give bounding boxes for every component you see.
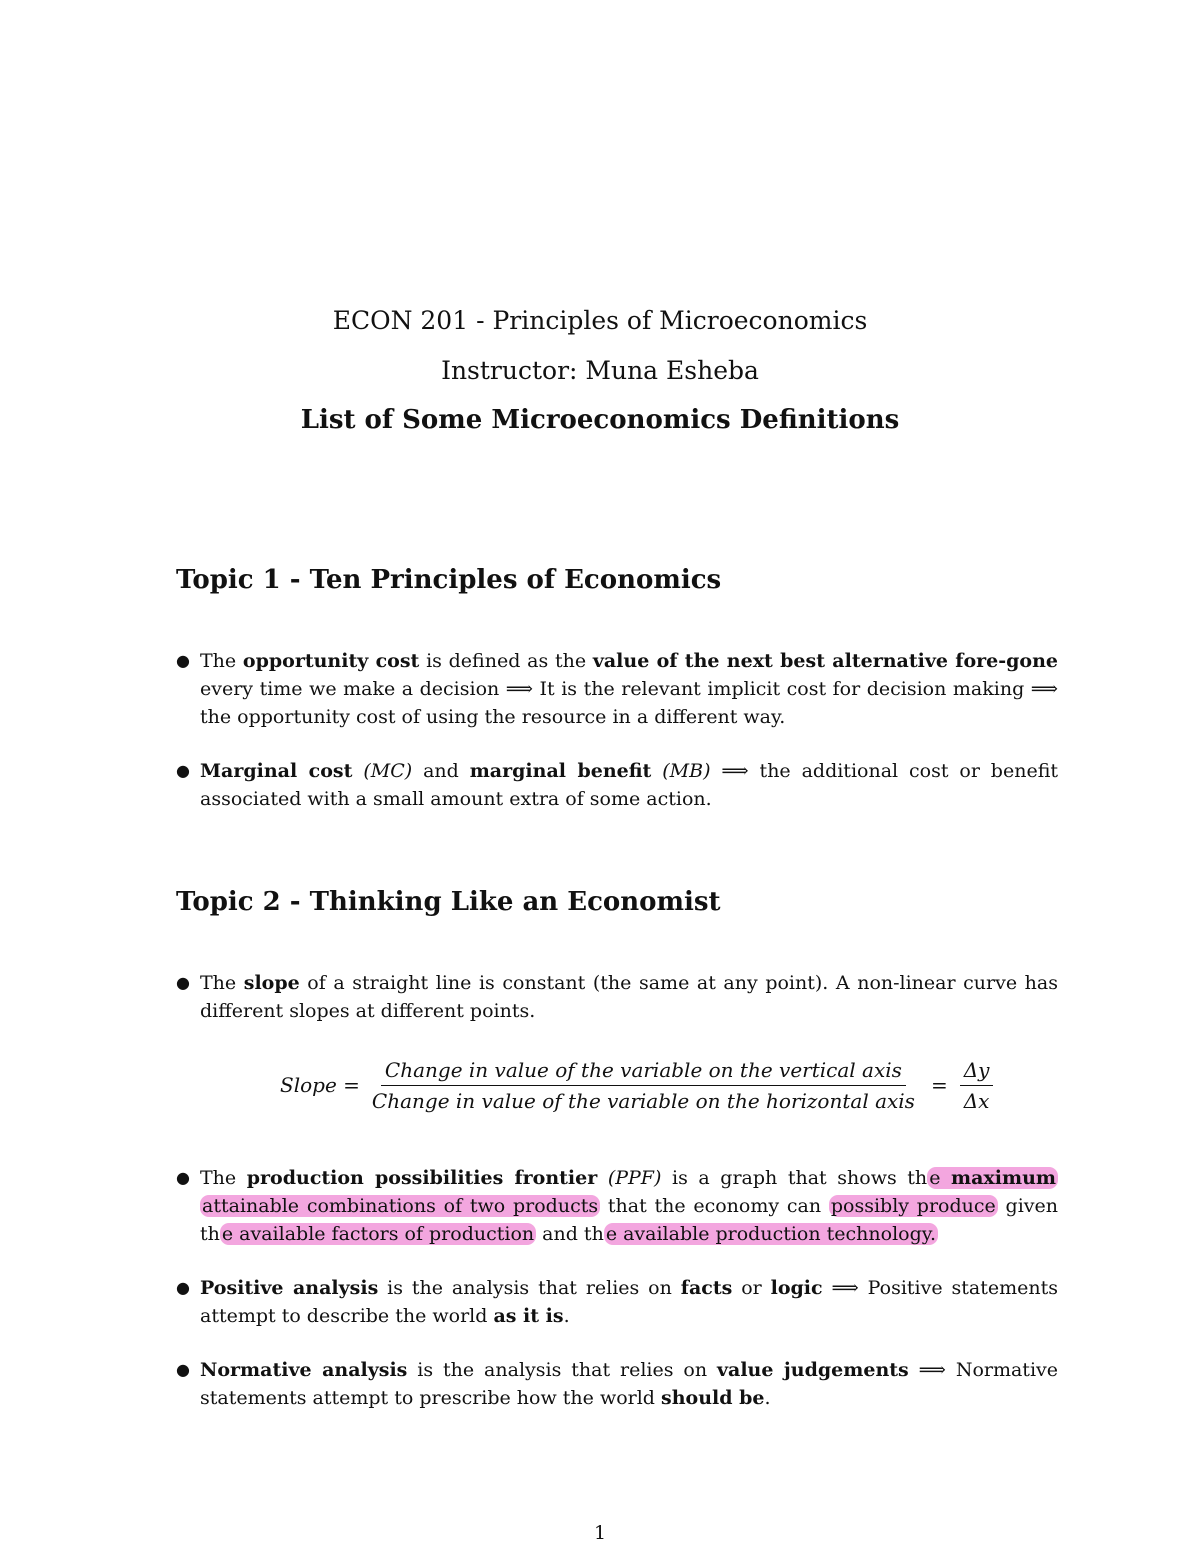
course-title: ECON 201 - Principles of Microeconomics bbox=[332, 306, 868, 335]
highlight-possibly-produce: possibly produce bbox=[830, 1195, 996, 1217]
term-marginal-cost: Marginal cost bbox=[200, 760, 353, 782]
term-positive-analysis: Positive analysis bbox=[200, 1277, 379, 1299]
term-slope: slope bbox=[243, 972, 300, 994]
list-item-ppf: ● The production possibilities frontier (PPF) is a graph that shows th e maximum attainable combinations of two products that the economy can possibly produce given th e available factors of production and th e available production technology. bbox=[176, 1164, 1058, 1248]
term-marginal-benefit: marginal benefit bbox=[469, 760, 652, 782]
list-item-slope: ● The slope of a straight line is constant (the same at any point). A non-linear curve has different slopes at different points. bbox=[176, 969, 1058, 1025]
highlight-technology: e available production technology. bbox=[605, 1223, 937, 1245]
formula-delta-fraction: $\frac{\Delta y}{\Delta x}$ bbox=[960, 1058, 994, 1113]
list-item-positive-analysis: ● Positive analysis is the analysis that relies on facts or logic ⟹ Positive statements attempt to describe the world as it is. bbox=[176, 1274, 1058, 1330]
bullet-icon: ● bbox=[176, 1168, 190, 1187]
bullet-icon: ● bbox=[176, 651, 190, 670]
highlight-factors: e available factors of production bbox=[221, 1223, 535, 1245]
document-title: List of Some Microeconomics Definitions bbox=[300, 405, 900, 435]
list-item-marginal: ● Marginal cost (MC) and marginal benefit (MB) ⟹ the additional cost or benefit associated with a small amount extra of some action. bbox=[176, 757, 1058, 813]
highlight-maximum: e maximum bbox=[929, 1167, 1056, 1189]
instructor-line: Instructor: Muna Esheba bbox=[441, 356, 759, 385]
highlight-combinations: attainable combinations of two products bbox=[202, 1195, 599, 1217]
list-item-opportunity-cost: ● The opportunity cost is defined as the value of the next best alternative fore-gone every time we make a decision ⟹ It is the relevant implicit cost for decision making ⟹ the opportunity cost of using the resource in a different way. bbox=[176, 647, 1058, 731]
slope-formula: Slope = $\frac{\text{Change in value of the variable on the vertical axis}}{\text{Change in value of the variable on the horizontal axis}}$ = $\frac{\Delta y}{\Delta x}$ bbox=[0, 1050, 1200, 1120]
term-normative-analysis: Normative analysis bbox=[200, 1359, 408, 1381]
page-number: 1 bbox=[593, 1522, 607, 1544]
formula-lhs: Slope = bbox=[280, 1073, 360, 1097]
bullet-icon: ● bbox=[176, 1278, 190, 1297]
term-opportunity-cost: opportunity cost bbox=[242, 650, 420, 672]
term-ppf: production possibilities frontier bbox=[246, 1167, 598, 1189]
bullet-icon: ● bbox=[176, 1360, 190, 1379]
formula-fraction: $\frac{\text{Change in value of the variable on the vertical axis}}{\text{Change in value of the variable on the horizontal axis}}$ bbox=[371, 1057, 915, 1113]
bullet-icon: ● bbox=[176, 761, 190, 780]
topic-1-heading: Topic 1 - Ten Principles of Economics bbox=[176, 565, 722, 595]
list-item-normative-analysis: ● Normative analysis is the analysis that relies on value judgements ⟹ Normative statements attempt to prescribe how the world should be. bbox=[176, 1356, 1058, 1412]
bullet-icon: ● bbox=[176, 973, 190, 992]
topic-2-heading: Topic 2 - Thinking Like an Economist bbox=[176, 887, 721, 917]
